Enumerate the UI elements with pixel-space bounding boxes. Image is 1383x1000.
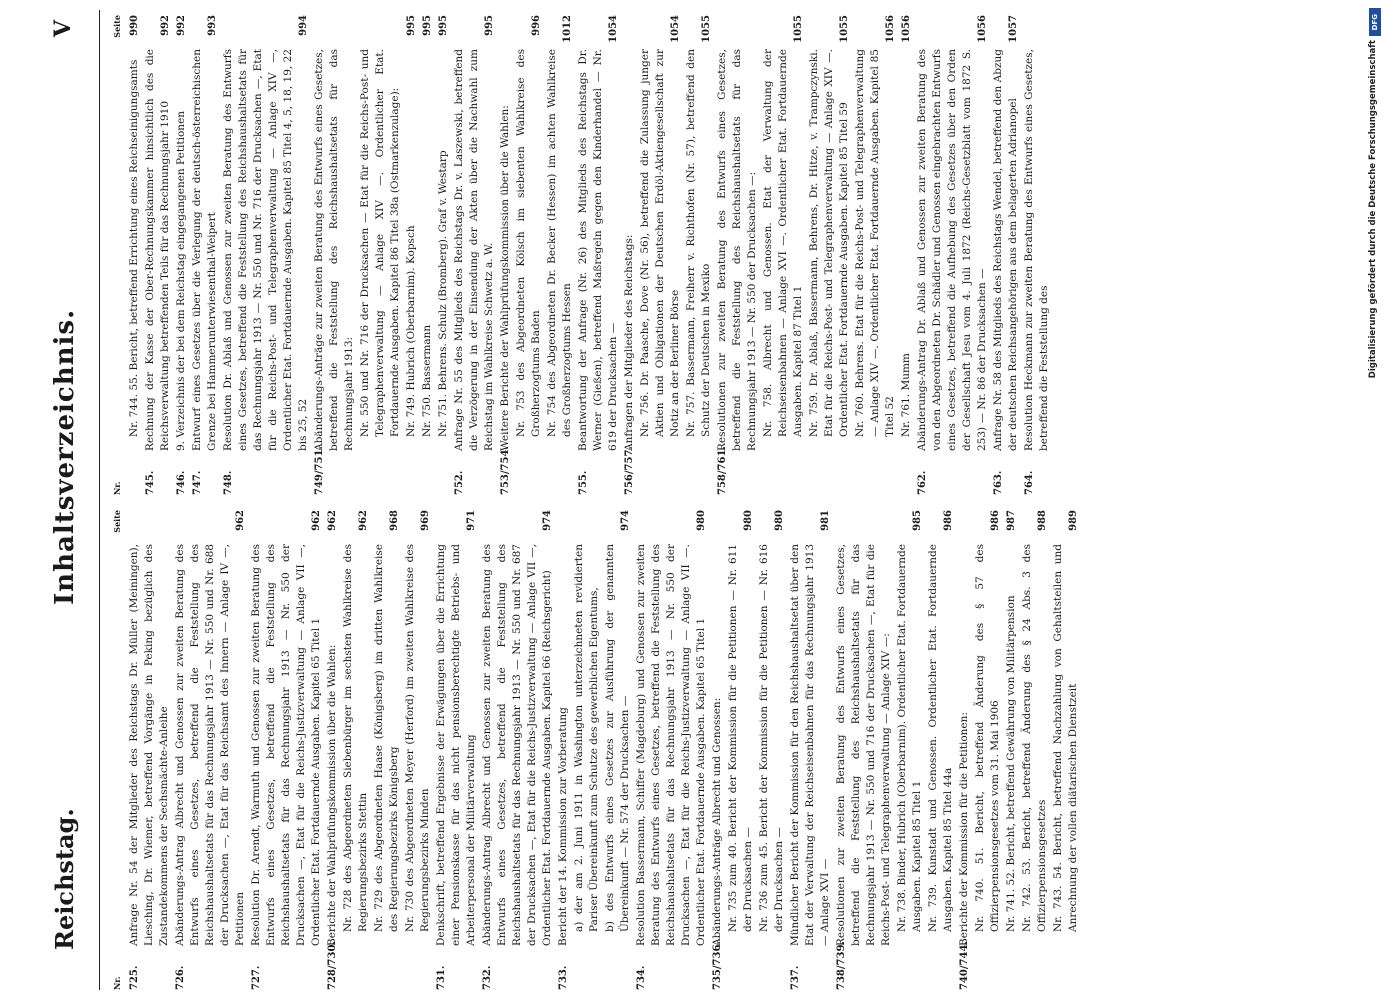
entry-page: 1055 [701, 15, 712, 43]
entry-page: 1056 [885, 15, 896, 43]
entry-number: 747. [192, 470, 203, 495]
entry-page: 995 [422, 15, 433, 36]
entry-page: 969 [420, 510, 431, 531]
entry-text: Abänderungs-Antrag Albrecht und Genossen zur zweiten Beratung des Entwurfs eines Gesetzes, betreffend die Feststellung des Reichshaushaltsetats für das Rechnungsjahr 1913 — Nr. 550 und Nr. 688 der Drucksachen —, Etat für das Reichsamt des Innern — Anlage IV —, Petitionen [174, 544, 246, 946]
entry-text: Berichte der Kommission für die Petitionen: [958, 712, 970, 946]
entry-page: 980 [774, 510, 785, 531]
toc-entry [545, 15, 575, 495]
entry-text: Beantwortung der Anfrage (Nr. 26) des Mitglieds des Reichstags Dr. Werner (Gießen), betreffend Maßregeln gegen den Kinderhandel — Nr. 619 der Drucksachen — [577, 49, 619, 451]
entry-page: 987 [1006, 510, 1017, 531]
entry-text: Anfrage Nr. 58 des Mitglieds des Reichstags Wendel, betreffend den Abzug der deutschen Reichsangehörigen aus dem belagerten Adrianopel [992, 49, 1019, 451]
left-column [110, 510, 1082, 990]
toc-entry [190, 15, 220, 495]
left-column-head [110, 510, 125, 990]
entry-number: 735/736. [712, 941, 723, 990]
entry-number: 756/757. [624, 446, 635, 495]
toc-entry [249, 510, 324, 990]
entry-page: 986 [943, 510, 954, 531]
toc-entry [834, 510, 894, 990]
toc-entry [991, 15, 1021, 495]
entry-page: 962 [235, 510, 246, 531]
entry-text: Nr. 756. Dr. Paasche, Dove (Nr. 56), betreffend die Zulassung junger Aktien und Obligationen der Deutschen Erdöl-Aktiengesellschaft zur Notiz an der Berliner Börse [639, 49, 681, 437]
toc-entry [174, 15, 189, 495]
entry-page: 1057 [1008, 15, 1019, 43]
entry-text: Nr. 742. 53. Bericht, betreffend Änderung des § 24 Abs. 3 des Offizierpensionsgesetzes [1021, 544, 1048, 932]
right-column [110, 15, 1053, 495]
toc-entry [684, 15, 714, 495]
toc-entry [622, 15, 637, 495]
toc-entry [404, 15, 419, 495]
entry-text: Nr. 729 des Abgeordneten Haase (Königsberg) im dritten Wahlkreise des Regierungsbezirks Königsberg [373, 544, 400, 932]
nr-label: Nr. [112, 976, 122, 990]
toc-entry [726, 510, 756, 990]
toc-entry [807, 15, 852, 495]
toc-entry [434, 510, 479, 990]
entry-text: Anfrage Nr. 55 des Mitglieds des Reichstags Dr. v. Laszewski, betreffend die Verzögerung in der Einsendung der Akten über die Nachwahl zum Reichstag im Wahlkreise Schwetz a. W. [453, 49, 495, 451]
entry-page: 962 [358, 510, 369, 531]
toc-entry [127, 510, 172, 990]
entry-text: Abänderungs-Antrag Albrecht und Genossen zur zweiten Beratung des Entwurfs eines Gesetzes, betreffend die Feststellung des Reichshaushaltsetats für das Rechnungsjahr 1913 — Nr. 550 und Nr. 687 der Drucksachen —, Etat für die Reichs-Justizverwaltung — Anlage VII —, Ordentlicher Etat. Fortdauernde Ausgaben. Kapitel 66 (Reichsgericht) [481, 544, 553, 946]
toc-entry [436, 15, 451, 495]
entry-number: 725. [129, 965, 140, 990]
toc-entry [899, 15, 914, 495]
entry-number: 737. [790, 965, 801, 990]
entry-text: Nr. 735 zum 40. Bericht der Kommission für die Petitionen — Nr. 611 der Drucksachen — [727, 544, 754, 932]
entry-text: Anfragen der Mitglieder des Reichstags: [623, 234, 635, 451]
entry-page: 994 [298, 15, 309, 36]
entry-number: 734. [636, 965, 647, 990]
entry-page: 989 [1068, 510, 1079, 531]
toc-entry [325, 510, 340, 990]
right-entry-list [127, 15, 1052, 495]
entry-page: 992 [176, 15, 187, 36]
entry-page: 980 [743, 510, 754, 531]
entry-page: 995 [438, 15, 449, 36]
entry-text: Rechnung der Kasse der Ober-Rechnungskammer hinsichtlich des die Reichsverwaltung betreffenden Teils für das Rechnungsjahr 1910 [144, 49, 171, 451]
dfg-logo-text: DFG [1371, 13, 1379, 31]
entry-text: Resolution Heckmann zur zweiten Beratung des Entwurfs eines Gesetzes, betreffend die Feststellung des [1023, 49, 1050, 451]
page-header [50, 10, 100, 990]
toc-entry [1004, 510, 1019, 990]
entry-text: b) des Entwurfs eines Gesetzes zur Ausführung der genannten Übereinkunft — Nr. 574 der Drucksachen — [604, 544, 631, 932]
entry-text: Abänderungs-Anträge Albrecht und Genossen: [711, 697, 723, 946]
entry-text: Nr. 743. 54. Bericht, betreffend Nachzahlung von Gehaltsteilen und Anrechnung der vollen diätarischen Dienstzeit [1052, 544, 1079, 932]
entry-number: 732. [482, 965, 493, 990]
entry-text: Nr. 739. Kunstadt und Genossen. Ordentlicher Etat. Fortdauernde Ausgaben. Kapitel 85 Titel 44a [927, 544, 954, 932]
toc-entry [710, 510, 725, 990]
entry-number: 727. [251, 965, 262, 990]
toc-entry [761, 15, 806, 495]
entry-number: 763. [993, 470, 1004, 495]
entry-page: 995 [484, 15, 495, 36]
entry-text: 9. Verzeichnis der bei dem Reichstag eingegangenen Petitionen [175, 110, 187, 451]
entry-page: 986 [990, 510, 1001, 531]
seite-label: Seite [112, 15, 122, 38]
entry-number: 753/754. [500, 446, 511, 495]
entry-text: Resolutionen zur zweiten Beratung des Entwurfs eines Gesetzes, betreffend die Feststellung des Reichshaushaltsetats für das Rechnungsjahr 1913 — Nr. 550 der Drucksachen —: [716, 49, 758, 451]
toc-entry [572, 510, 602, 990]
entry-page: 974 [542, 510, 553, 531]
toc-entry [143, 15, 173, 495]
entry-text: Nr. 736 zum 45. Bericht der Kommission für die Petitionen — Nr. 616 der Drucksachen — [758, 544, 785, 932]
entry-text: Nr. 550 und Nr. 716 der Drucksachen — Etat für die Reichs-Post- und Telegraphenverwaltung — Anlage XIV —. Ordentlicher Etat. Fortdauernde Ausgaben. Kapitel 86 Titel 38a (Ostmarkenzulage): [359, 49, 401, 437]
entry-number: 764. [1024, 470, 1035, 495]
entry-page: 1055 [839, 15, 850, 43]
right-column-head [110, 15, 125, 495]
entry-text: Nr. 760. Behrens. Etat für die Reichs-Post- und Telegraphenverwaltung — Anlage XIV —. Ordentlicher Etat. Fortdauernde Ausgaben. Kapitel 85 Titel 52 [854, 49, 896, 437]
entry-text: Nr. 728 des Abgeordneten Siebenbürger im sechsten Wahlkreise des Regierungsbezirks Stettin [342, 544, 369, 932]
entry-text: Nr. 730 des Abgeordneten Meyer (Herford) im zweiten Wahlkreise des Regierungsbezirks Minden [404, 544, 431, 932]
entry-number: 755. [578, 470, 589, 495]
entry-page: 968 [389, 510, 400, 531]
entry-page: 974 [620, 510, 631, 531]
toc-entry [634, 510, 709, 990]
entry-text: Nr. 740. 51. Bericht, betreffend Änderung des § 57 des Offizierpensionsgesetzes vom 31. Mai 1906 [974, 544, 1001, 932]
toc-entry [173, 510, 248, 990]
toc-entry [420, 15, 435, 495]
entry-text: a) der am 2. Juni 1911 in Washington unterzeichneten revidierten Pariser Übereinkunft zum Schutze des gewerblichen Eigentums, [573, 544, 600, 932]
dfg-logo [1369, 8, 1381, 36]
toc-entry [853, 15, 898, 495]
entry-number: 728/730. [327, 941, 338, 990]
entry-page: 971 [466, 510, 477, 531]
toc-entry [403, 510, 433, 990]
toc-entry [372, 510, 402, 990]
header-center-title: Inhaltsverzeichnis. [50, 308, 80, 605]
entry-text: Nr. 744. 55. Bericht, betreffend Errichtung eines Reichseinigungsamts [128, 59, 140, 437]
entry-text: Nr. 761. Mumm [900, 353, 912, 437]
entry-number: 746. [176, 470, 187, 495]
entry-page: 993 [207, 15, 218, 36]
entry-text: Resolution Bassermann, Schiffer (Magdeburg) und Genossen zur zweiten Beratung des Entwurfs eines Gesetzes, betreffend die Feststellung des Reichshaushaltsetats für das Rechnungsjahr 1913 — Nr. 550 der Drucksachen —, Etat für die Reichs-Justizverwaltung — Anlage VII —. Ordentlicher Etat. Fortdauernde Ausgaben. Kapitel 65 Titel 1 [635, 544, 707, 946]
left-entry-list [127, 510, 1081, 990]
entry-text: Nr. 758. Albrecht und Genossen. Etat der Verwaltung der Reichseisenbahnen — Anlage XVI —. Ordentlicher Etat. Fortdauernde Ausgaben. Kapitel 87 Titel 1 [762, 49, 804, 437]
toc-entry [1020, 510, 1050, 990]
entry-text: Nr. 754 des Abgeordneten Dr. Becker (Hessen) im achten Wahlkreise des Großherzogtums Hessen [546, 49, 573, 437]
entry-number: 745. [145, 470, 156, 495]
seite-label: Seite [112, 510, 122, 533]
nr-label: Nr. [112, 481, 122, 495]
toc-entry [757, 510, 787, 990]
toc-entry [514, 15, 544, 495]
header-left-title: Reichstag. [50, 808, 79, 950]
toc-entry [788, 510, 833, 990]
toc-entry [957, 510, 972, 990]
toc-entry [1051, 510, 1081, 990]
entry-page: 996 [531, 15, 542, 36]
toc-entry [498, 15, 513, 495]
entry-text: Nr. 749. Hubrich (Oberbarnim). Kopsch [405, 225, 417, 437]
entry-number: 731. [436, 965, 447, 990]
toc-entry [926, 510, 956, 990]
toc-entry [638, 15, 683, 495]
entry-number: 726. [175, 965, 186, 990]
entry-number: 752. [454, 470, 465, 495]
entry-page: 992 [160, 15, 171, 36]
entry-text: Weitere Berichte der Wahlprüfungskommission über die Wahlen: [499, 105, 511, 451]
entry-page: 995 [406, 15, 417, 36]
entry-text: Nr. 750. Bassermann [421, 324, 433, 437]
entry-text: Berichte der Wahlprüfungskommission über die Wahlen: [326, 644, 338, 946]
entry-text: Nr. 751. Behrens. Schulz (Bromberg). Graf v. Westarp [437, 150, 449, 437]
toc-entry [915, 15, 990, 495]
toc-entry [1022, 15, 1052, 495]
entry-text: Resolution Dr. Arendt, Warmuth und Genossen zur zweiten Beratung des Entwurfs eines Gesetzes, betreffend die Feststellung des Reichshaushaltsetats für das Rechnungsjahr 1913 — Nr. 550 der Drucksachen —, Etat für die Reichs-Justizverwaltung — Anlage VII —, Ordentlicher Etat. Fortdauernde Ausgaben. Kapitel 65 Titel 1 [250, 544, 322, 946]
toc-entry [221, 15, 311, 495]
header-rule [99, 10, 100, 990]
entry-page: 1054 [608, 15, 619, 43]
entry-text: Nr. 741. 52. Bericht, betreffend Gewährung von Militärpension [1005, 595, 1017, 932]
entry-number: 749/751. [314, 446, 325, 495]
entry-text: Nr. 753 des Abgeordneten Kölsch im siebenten Wahlkreise des Großherzogtums Baden [515, 49, 542, 437]
side-credit-text: Digitalisierung gefördert durch die Deutsche Forschungsgemeinschaft [1368, 40, 1378, 379]
entry-number: 748. [223, 470, 234, 495]
side-credit [1368, 40, 1382, 960]
entry-text: Nr. 757. Bassermann, Freiherr v. Richthofen (Nr. 57), betreffend den Schutz der Deutschen in Mexiko [685, 49, 712, 437]
toc-entry [480, 510, 555, 990]
toc-entry [895, 510, 925, 990]
toc-entry [603, 510, 633, 990]
toc-entry [556, 510, 571, 990]
entry-text: Nr. 738. Binder, Hubrich (Oberbarnim). Ordentlicher Etat. Fortdauernde Ausgaben. Kapitel 85 Titel 1 [896, 544, 923, 932]
entry-text: Anfrage Nr. 54 der Mitglieder des Reichstags Dr. Müller (Meiningen), Liesching, Dr. Wiemer, betreffend Vorgänge in Peking bezüglich des Zustandekommens der Sechsmächte-Anleihe [128, 544, 170, 946]
entry-number: 762. [917, 470, 928, 495]
entry-number: 740/744. [959, 941, 970, 990]
toc-entry [973, 510, 1003, 990]
entry-page: 1054 [670, 15, 681, 43]
entry-page: 962 [327, 510, 338, 531]
entry-text: Resolution Dr. Ablaß und Genossen zur zweiten Beratung des Entwurfs eines Gesetzes, betreffend die Feststellung des Reichshaushaltsetats für das Rechnungsjahr 1913 — Nr. 550 und Nr. 716 der Drucksachen —, Etat für die Reichs-Post- und Telegraphenverwaltung — Anlage XIV —, Ordentlicher Etat. Fortdauernde Ausgaben. Kapitel 85 Titel 4, 5, 18, 19, 22 bis 25, 52 [222, 49, 309, 451]
entry-page: 1055 [793, 15, 804, 43]
entry-text: Nr. 759. Dr. Ablaß, Bassermann, Behrens, Dr. Hitze, v. Trampczynski. Etat für die Reichs-Post- und Telegraphenverwaltung — Anlage XIV —. Ordentlicher Etat. Fortdauernde Ausgaben. Kapitel 85 Titel 59 [808, 49, 850, 437]
entry-page: 981 [820, 510, 831, 531]
entry-page: 962 [311, 510, 322, 531]
toc-entry [452, 15, 497, 495]
toc-entry [715, 15, 760, 495]
entry-page: 990 [129, 15, 140, 36]
entry-text: Abänderungs-Anträge zur zweiten Beratung des Entwurfs eines Gesetzes, betreffend die Feststellung des Reichshaushaltsetats für das Rechnungsjahr 1913: [313, 49, 355, 451]
toc-entry [312, 15, 357, 495]
toc-entry [358, 15, 403, 495]
entry-page: 1056 [977, 15, 988, 43]
entry-page: 985 [912, 510, 923, 531]
entry-text: Abänderungs-Antrag Dr. Ablaß und Genossen zur zweiten Beratung des von den Abgeordneten Dr. Schädler und Genossen eingebrachten Entwurfs eines Gesetzes, betreffend die Aufhebung des Gesetzes über den Orden der Gesellschaft Jesu vom 4. Juli 1872 (Reichs-Gesetzblatt vom 1872 S. 253) — Nr. 86 der Drucksachen — [916, 49, 988, 451]
entry-page: 988 [1037, 510, 1048, 531]
entry-text: Resolutionen zur zweiten Beratung des Entwurfs eines Gesetzes, betreffend die Feststellung des Reichshaushaltsetats für das Rechnungsjahr 1913 — Nr. 550 und 716 der Drucksachen —, Etat für die Reichs-Post- und Telegraphenverwaltung — Anlage XIV —: [835, 544, 892, 946]
entry-text: Entwurf eines Gesetzes über die Verlegung der deutsch-österreichischen Grenze bei Hammerunterwiesenthal-Weipert [191, 49, 218, 451]
toc-entry [127, 15, 142, 495]
entry-text: Mündlicher Bericht der Kommission für den Reichshaushaltsetat über den Etat der Verwaltung der Reichseisenbahnen für das Rechnungsjahr 1913 — Anlage XVI — [789, 544, 831, 946]
toc-entry [341, 510, 371, 990]
entry-number: 733. [558, 965, 569, 990]
entry-page: 1012 [562, 15, 573, 43]
entry-text: Bericht der 14. Kommission zur Vorberatung [557, 707, 569, 946]
entry-number: 738/739. [836, 941, 847, 990]
entry-text: Denkschrift, betreffend Ergebnisse der Erwägungen über die Errichtung einer Pensionskasse für das nicht pensionsberechtigte Betriebs- und Arbeiterpersonal der Militärverwaltung [435, 544, 477, 946]
entry-page: 1056 [901, 15, 912, 43]
entry-page: 980 [696, 510, 707, 531]
page-number: V [50, 20, 76, 38]
entry-number: 758/761. [717, 446, 728, 495]
toc-entry [576, 15, 621, 495]
